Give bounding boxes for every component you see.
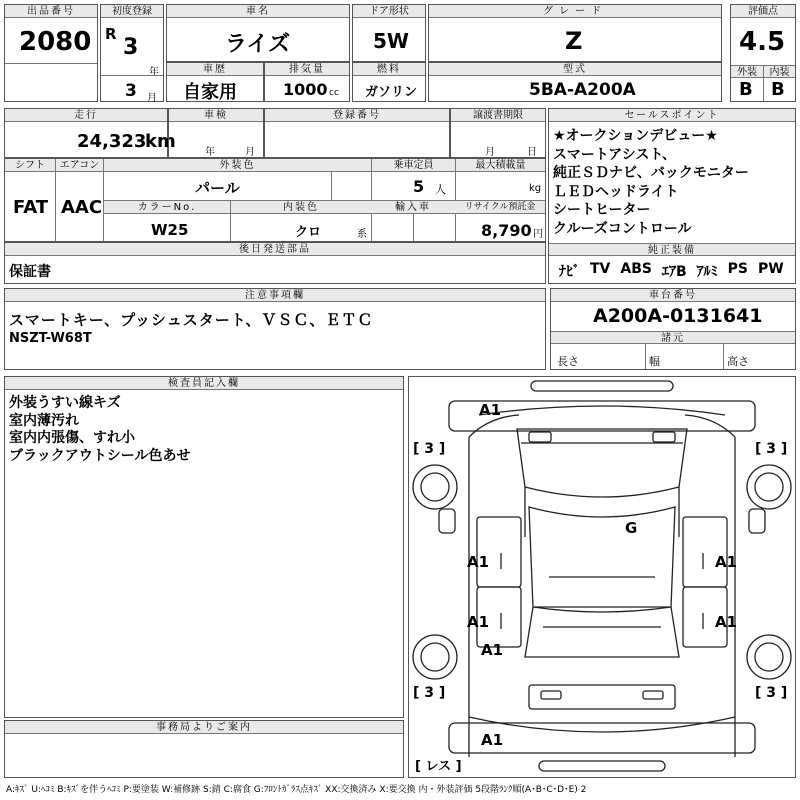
mark-right-rear-door: A1 xyxy=(715,613,738,631)
displacement-unit: cc xyxy=(329,88,339,98)
insp-year-unit: 年 xyxy=(205,147,215,158)
mileage-box xyxy=(4,108,176,158)
equip-item: ABS xyxy=(620,261,652,277)
fuel-header: 燃料 xyxy=(353,63,425,76)
displacement: 1000 xyxy=(283,80,328,99)
era: R xyxy=(105,25,117,43)
equip-item: PW xyxy=(758,261,784,277)
car-name: ライズ xyxy=(225,32,291,57)
insp-month-unit: 月 xyxy=(245,147,255,158)
mileage-header: 走行 xyxy=(5,109,167,122)
shift: FAT xyxy=(13,197,49,218)
transfer-month-unit: 月 xyxy=(485,147,495,158)
note-line: スマートキー、プッシュスタート、ＶＳＣ、ＥＴＣ xyxy=(9,311,374,329)
inspector-note: ブラックアウトシール色あせ xyxy=(9,447,191,464)
sales-point: 純正ＳＤナビ、バックモニター xyxy=(553,165,749,181)
car-diagram-box xyxy=(408,376,796,778)
sales-point: クルーズコントロール xyxy=(553,220,692,237)
chassis-header: 車台番号 xyxy=(551,289,795,302)
exterior-grade: B xyxy=(739,79,753,100)
interior-grade: B xyxy=(771,79,785,100)
lot-box xyxy=(4,4,98,102)
sales-point: ＬＥＤヘッドライト xyxy=(553,183,679,200)
tire-rl: [ 3 ] xyxy=(413,685,446,701)
capacity-header: 乗車定員 xyxy=(371,159,455,172)
history-header: 車歴 xyxy=(167,63,263,76)
shift-header: シフト xyxy=(5,159,55,172)
ext-color-header: 外装色 xyxy=(103,159,371,172)
sales-points-header: セールスポイント xyxy=(549,109,795,122)
tire-rr: [ 3 ] xyxy=(755,685,788,701)
later-parts-header: 後日発送部品 xyxy=(5,243,545,256)
displacement-box xyxy=(264,62,350,102)
spec-height: 高さ xyxy=(727,355,749,368)
color-no-header: カラーNo. xyxy=(104,201,230,214)
model: 5BA-A200A xyxy=(529,80,636,100)
equip-item: ｴｱB xyxy=(661,264,687,280)
score: 4.5 xyxy=(739,27,786,57)
reg-year: 3 xyxy=(123,35,139,60)
mileage: 24,323 xyxy=(77,131,147,152)
inspector-box xyxy=(4,376,404,718)
mark-hood-right: G xyxy=(625,519,638,537)
capacity: 5 xyxy=(413,177,425,196)
mark-left-front-door: A1 xyxy=(467,553,490,571)
model-box xyxy=(428,62,722,102)
aircon: AAC xyxy=(61,197,103,218)
year-unit: 年 xyxy=(149,67,159,78)
sales-points-box xyxy=(548,108,796,284)
int-color: クロ xyxy=(295,225,322,240)
spec-width: 幅 xyxy=(649,355,660,368)
spec-length: 長さ xyxy=(557,355,579,368)
chassis-box xyxy=(550,288,796,370)
equipment-list xyxy=(559,261,784,281)
car-diagram xyxy=(409,377,795,777)
month-unit: 月 xyxy=(147,93,157,104)
door-header: ドア形状 xyxy=(353,5,425,18)
sales-points-list xyxy=(553,127,749,238)
max-load-header: 最大積載量 xyxy=(455,159,545,172)
color-no: W25 xyxy=(151,221,189,239)
capacity-unit: 人 xyxy=(435,183,446,196)
fuel: ガソリン xyxy=(365,85,418,100)
history: 自家用 xyxy=(183,82,237,103)
grade-box xyxy=(428,4,722,62)
standard-equip-header: 純正装備 xyxy=(549,243,795,256)
mark-right-front-door: A1 xyxy=(715,553,738,571)
note-line: NSZT-W68T xyxy=(9,331,92,346)
int-color-header: 内装色 xyxy=(230,201,371,214)
car-name-box xyxy=(166,4,350,62)
car-name-header: 車名 xyxy=(167,5,349,18)
transfer-day-unit: 日 xyxy=(527,147,537,158)
sales-point: スマートアシスト、 xyxy=(553,146,677,163)
door-type: 5W xyxy=(373,29,409,53)
mark-left-rear-door: A1 xyxy=(467,613,490,631)
grade-header: グレード xyxy=(429,5,721,18)
interior-header: 内装 xyxy=(763,65,795,78)
inspector-header: 検査員記入欄 xyxy=(5,377,403,390)
int-color-unit: 系 xyxy=(357,229,367,240)
reg-no-box xyxy=(264,108,450,158)
inspector-note: 室内内張傷、すれ小 xyxy=(9,430,135,446)
notes-header: 注意事項欄 xyxy=(5,289,545,302)
equip-item: TV xyxy=(590,261,611,277)
lot-header: 出品番号 xyxy=(5,5,97,18)
sales-point: ★オークションデビュー★ xyxy=(553,128,718,144)
reg-no-header: 登録番号 xyxy=(265,109,449,122)
inspection-header: 車検 xyxy=(169,109,263,122)
door-box xyxy=(352,4,426,62)
inspector-note: 外装うすい線キズ xyxy=(9,395,121,411)
import-header: 輸入車 xyxy=(371,201,455,214)
sales-point: シートヒーター xyxy=(553,202,651,218)
inspector-notes xyxy=(9,395,190,465)
recycle: 8,790 xyxy=(481,221,532,240)
inspection-box xyxy=(168,108,264,158)
legend: A:ｷｽﾞ U:ﾍｺﾐ B:ｷｽﾞを伴うﾍｺﾐ P:要塗装 W:補修跡 S:錆 C:腐食 G:ﾌﾛﾝﾄｶﾞﾗｽ点ｷｽﾞ XX:交換済み X:要交換 内・外装評価 5段階ﾗﾝｸ順(A･B･C･D･E) 2 xyxy=(6,785,587,795)
score-box xyxy=(730,4,796,102)
transfer-box xyxy=(450,108,546,158)
inspector-note: 室内薄汚れ xyxy=(9,412,79,429)
recycle-unit: 円 xyxy=(533,229,543,240)
exterior-header: 外装 xyxy=(731,65,763,78)
displacement-header: 排気量 xyxy=(265,63,349,76)
reg-month: 3 xyxy=(125,81,137,101)
office-header: 事務局よりご案内 xyxy=(5,721,403,734)
chassis-no: A200A-0131641 xyxy=(593,305,763,327)
history-box xyxy=(166,62,264,102)
later-parts: 保証書 xyxy=(9,264,51,280)
score-header: 評価点 xyxy=(731,5,795,18)
spec-row-box xyxy=(4,158,546,242)
fuel-box xyxy=(352,62,426,102)
equip-item: ｱﾙﾐ xyxy=(696,264,718,280)
model-header: 型式 xyxy=(429,63,721,76)
later-parts-box xyxy=(4,242,546,284)
mark-left-rear-fender: A1 xyxy=(481,641,504,659)
ext-color: パール xyxy=(195,179,240,197)
grade: Z xyxy=(565,27,583,55)
equip-item: ﾅﾋﾞ xyxy=(559,264,580,280)
lot-number: 2080 xyxy=(19,27,92,57)
specs-header: 諸元 xyxy=(551,331,795,344)
mark-front: A1 xyxy=(479,401,502,419)
equip-item: PS xyxy=(727,261,748,277)
recycle-header: リサイクル預託金 xyxy=(455,201,545,214)
load-unit: kg xyxy=(529,183,542,194)
tire-fr: [ 3 ] xyxy=(755,441,788,457)
mark-rear: A1 xyxy=(481,731,504,749)
transfer-header: 譲渡書期限 xyxy=(451,109,545,122)
aircon-header: エアコン xyxy=(55,159,103,172)
tire-fl: [ 3 ] xyxy=(413,441,446,457)
first-reg-box xyxy=(100,4,164,102)
spare-tire: [ レス ] xyxy=(415,755,462,774)
mileage-unit: km xyxy=(145,131,176,152)
notes-box xyxy=(4,288,546,370)
office-box xyxy=(4,720,404,778)
first-reg-header: 初度登録 xyxy=(101,5,163,18)
